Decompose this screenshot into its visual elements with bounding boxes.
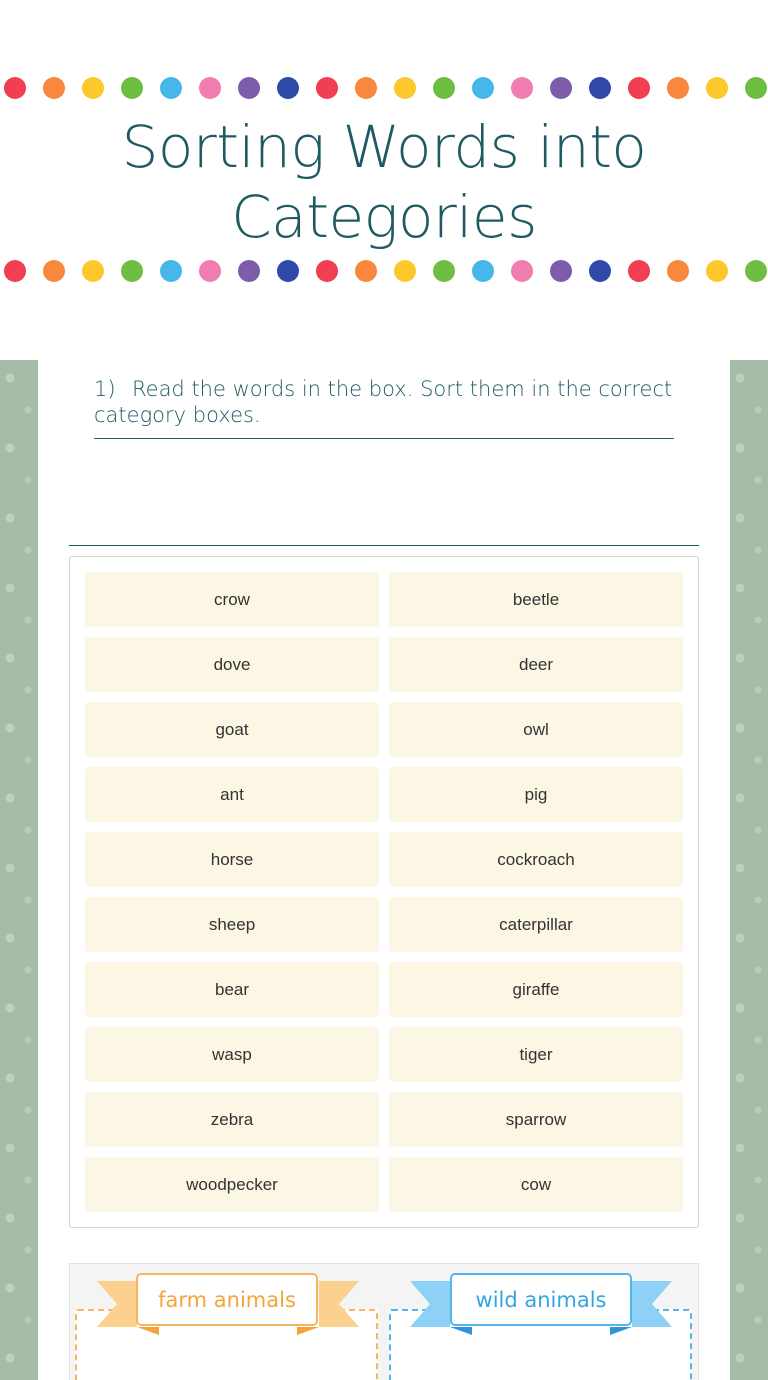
farm-animals-label: farm animals [136, 1273, 318, 1326]
decorative-dot [238, 260, 260, 282]
decorative-dot [160, 260, 182, 282]
decorative-dot [199, 77, 221, 99]
decorative-dot [628, 260, 650, 282]
decorative-dot [745, 260, 767, 282]
decorative-dot-row-top [0, 77, 768, 99]
decorative-dot [472, 260, 494, 282]
title-line-2: Categories [231, 183, 537, 251]
farm-animals-banner [97, 1273, 359, 1337]
decorative-dot [4, 77, 26, 99]
word-card[interactable]: owl [389, 702, 683, 757]
decorative-dot [160, 77, 182, 99]
decorative-dot [394, 260, 416, 282]
decorative-dot [199, 260, 221, 282]
decorative-dot [550, 260, 572, 282]
decorative-dot [43, 260, 65, 282]
decorative-dot [433, 260, 455, 282]
decorative-dot [511, 77, 533, 99]
decorative-dot [433, 77, 455, 99]
decorative-dot [238, 77, 260, 99]
decorative-dot [589, 77, 611, 99]
word-card[interactable]: caterpillar [389, 897, 683, 952]
decorative-dot [277, 77, 299, 99]
decorative-dot [589, 260, 611, 282]
decorative-dot [82, 77, 104, 99]
word-card[interactable]: giraffe [389, 962, 683, 1017]
decorative-dot [277, 260, 299, 282]
decorative-dot [43, 77, 65, 99]
decorative-dot [550, 77, 572, 99]
decorative-dot [316, 260, 338, 282]
decorative-dot [121, 260, 143, 282]
word-card[interactable]: sheep [85, 897, 379, 952]
word-card[interactable]: bear [85, 962, 379, 1017]
question-number: 1) [94, 377, 116, 401]
decorative-dot [472, 77, 494, 99]
word-bank [69, 556, 699, 1228]
decorative-side-pattern-left [0, 360, 38, 1380]
decorative-dot [355, 77, 377, 99]
decorative-dot [121, 77, 143, 99]
word-card[interactable]: ant [85, 767, 379, 822]
question-text: Read the words in the box. Sort them in the correct category boxes. [94, 377, 673, 427]
word-card[interactable]: sparrow [389, 1092, 683, 1147]
decorative-dot [667, 77, 689, 99]
word-card[interactable]: beetle [389, 572, 683, 627]
title-line-1: Sorting Words into [121, 113, 647, 181]
word-card[interactable]: cow [389, 1157, 683, 1212]
decorative-side-pattern-right [730, 360, 768, 1380]
word-card[interactable]: goat [85, 702, 379, 757]
word-card[interactable]: zebra [85, 1092, 379, 1147]
decorative-dot [706, 260, 728, 282]
decorative-dot [745, 77, 767, 99]
word-card[interactable]: dove [85, 637, 379, 692]
decorative-dot [394, 77, 416, 99]
decorative-dot [4, 260, 26, 282]
decorative-dot [316, 77, 338, 99]
answer-line [69, 545, 699, 546]
word-card[interactable]: wasp [85, 1027, 379, 1082]
question-instructions [94, 376, 674, 439]
word-card[interactable]: crow [85, 572, 379, 627]
decorative-dot [667, 260, 689, 282]
decorative-dot [628, 77, 650, 99]
word-card[interactable]: tiger [389, 1027, 683, 1082]
word-card[interactable]: horse [85, 832, 379, 887]
decorative-dot [511, 260, 533, 282]
word-card[interactable]: woodpecker [85, 1157, 379, 1212]
word-card[interactable]: cockroach [389, 832, 683, 887]
word-card[interactable]: deer [389, 637, 683, 692]
wild-animals-label: wild animals [450, 1273, 632, 1326]
page-title [0, 112, 768, 252]
decorative-dot [355, 260, 377, 282]
decorative-dot [82, 260, 104, 282]
decorative-dot-row-bottom [0, 260, 768, 282]
wild-animals-banner [410, 1273, 672, 1337]
decorative-dot [706, 77, 728, 99]
word-card[interactable]: pig [389, 767, 683, 822]
